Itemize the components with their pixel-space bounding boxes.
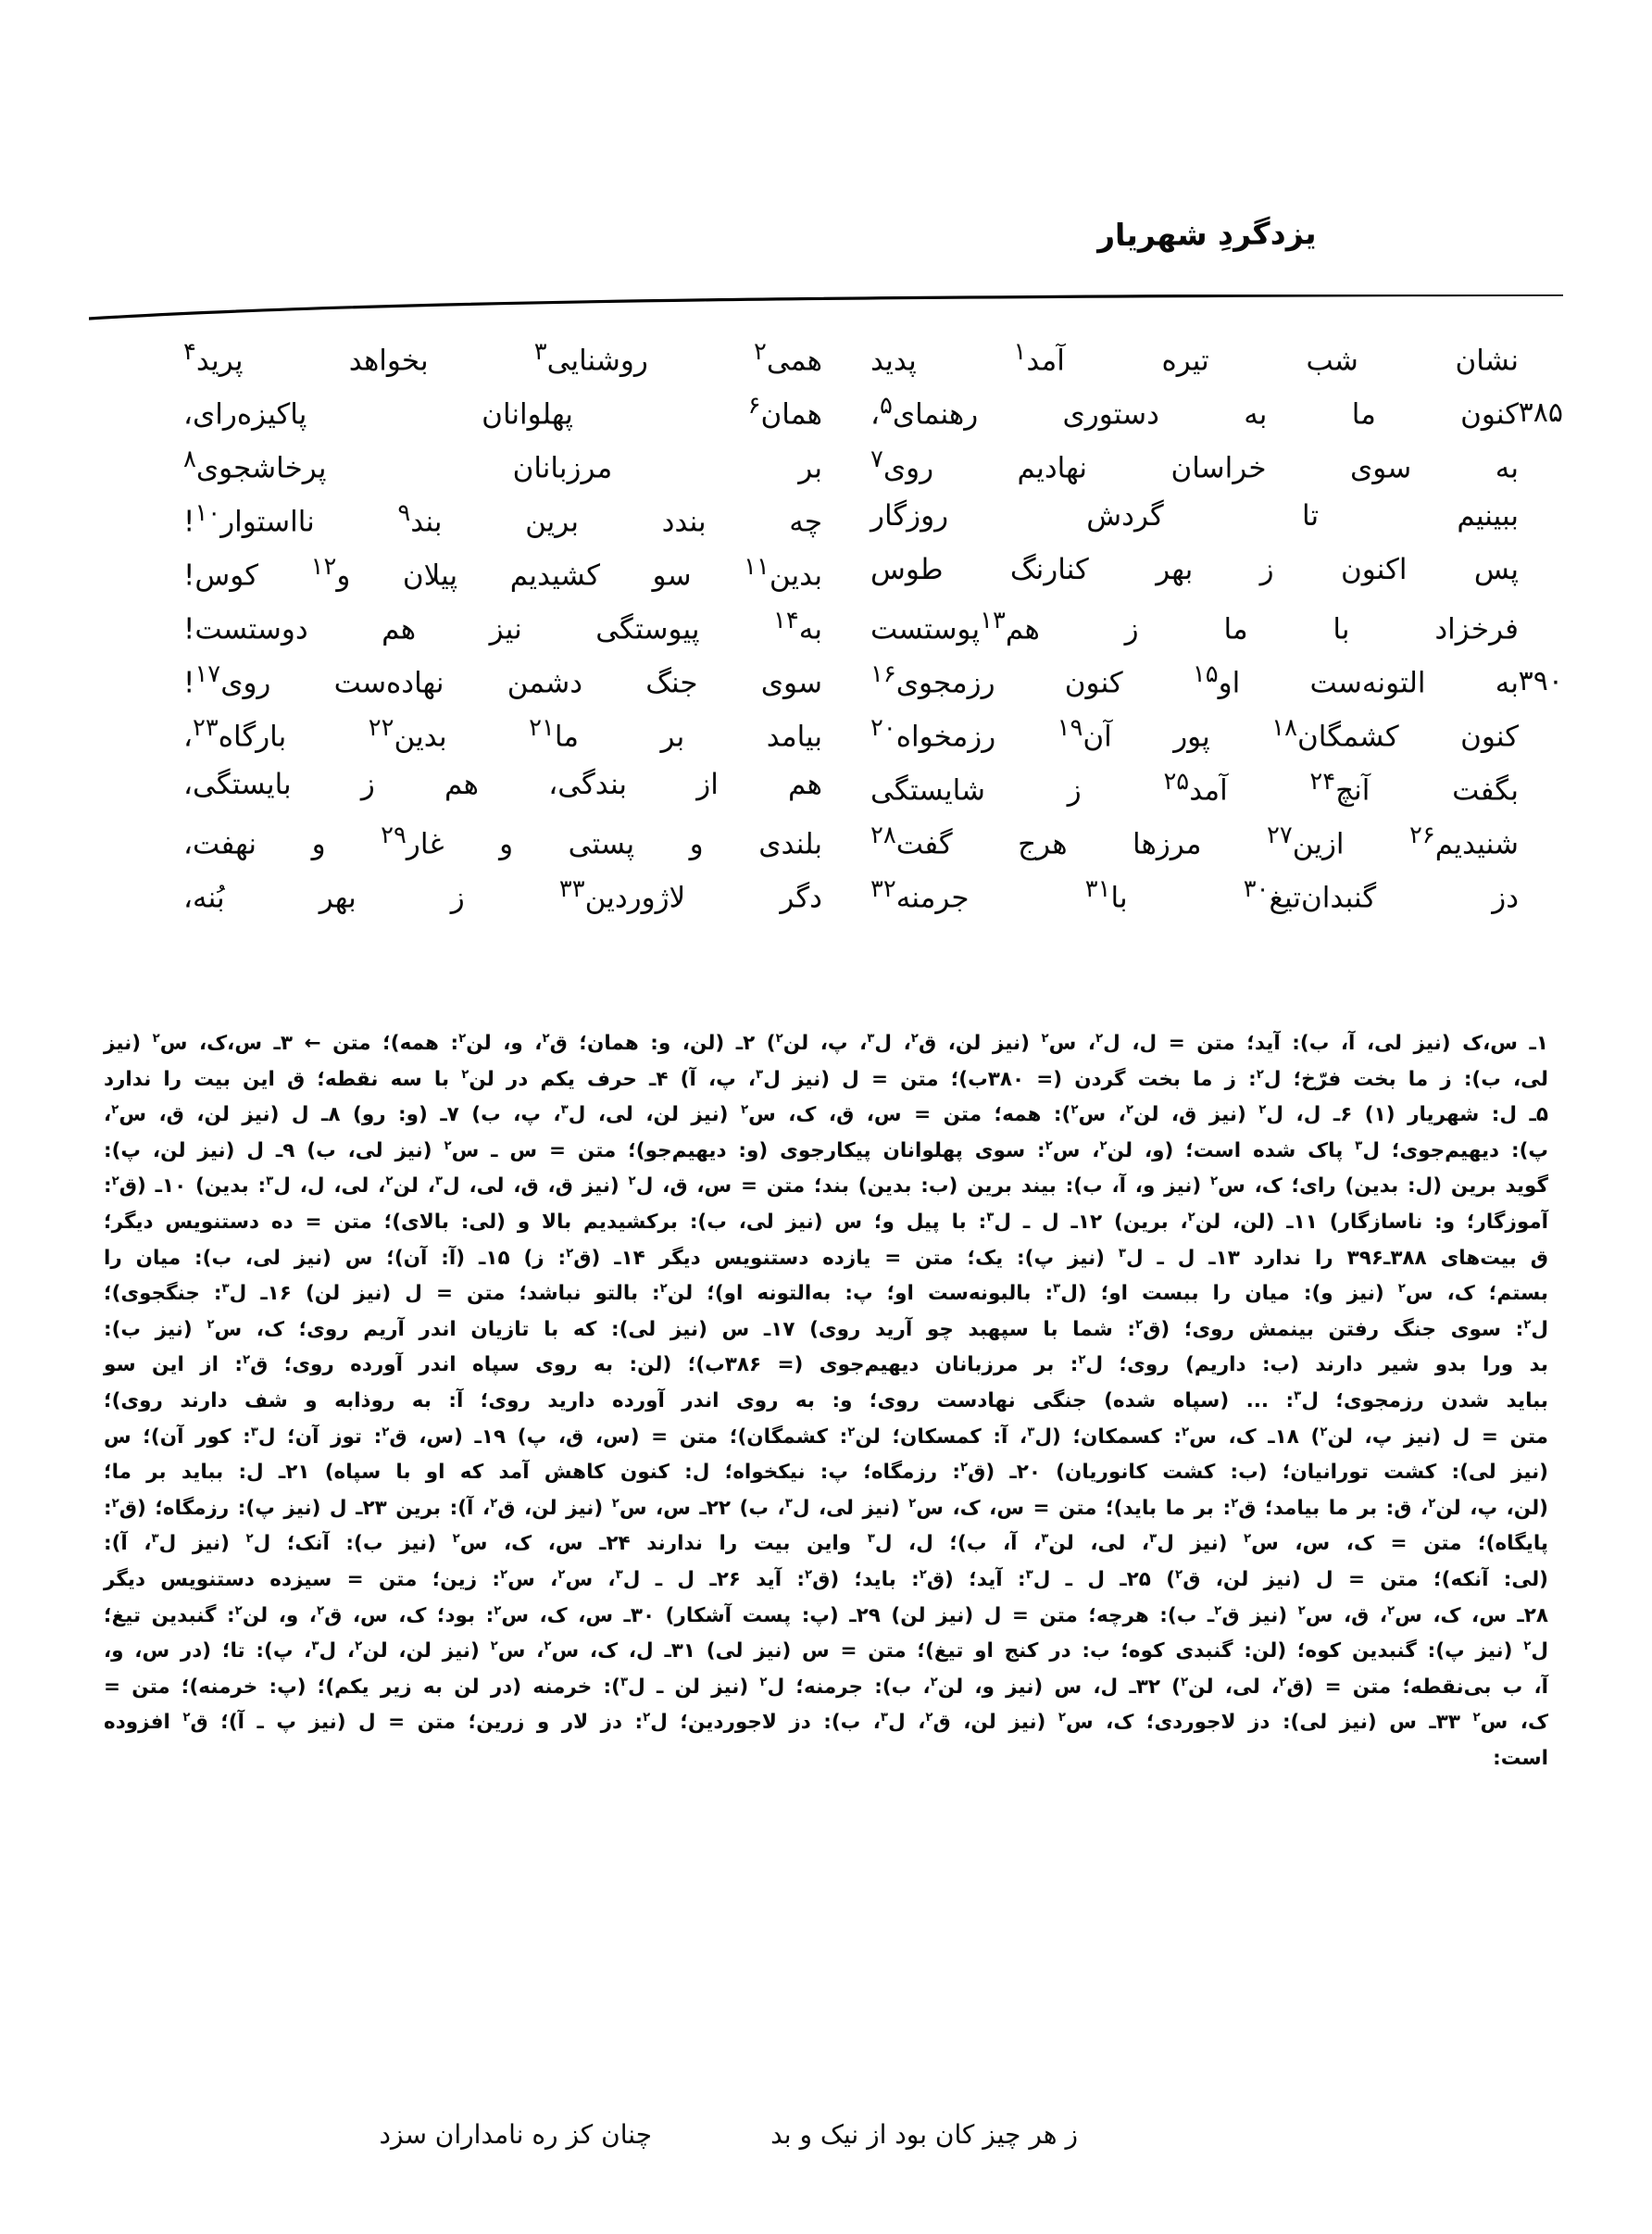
apparatus-line: ک، س$^۲$ ۳۳ـ س (نیز لی): دز لاجوردی؛ ک، س$^۲$ (نیز لن، ق$^۲$، ل$^۳$، ب): دز لاجوردین؛ ل$^۲$: دز لار و زرین؛ متن = ل (نیز پ ـ آ)؛ ق$^۲$ افزوده	[104, 1711, 1548, 1735]
verse-couplet	[89, 824, 1563, 878]
hemistich-left: بیامد بر ما$^{۲۱}$ بدین$^{۲۲}$ بارگاه$^{۲۳}$،	[183, 714, 823, 754]
apparatus-line: ل$^۲$ (نیز پ): گنبدین کوه؛ (لن: گنبدی کوه؛ ب: در کنج او تیغ)؛ متن = س (نیز لی) ۳۱ـ ل، ک، س$^۲$، س$^۲$ (نیز لن، لن$^۲$، ل$^۳$، پ): تا؛ (در س، و،	[104, 1638, 1549, 1663]
apparatus-line: ۲۸ـ س، ک، س$^۲$، ق، س$^۲$ (نیز ق$^۲$ـ ب): هرچه؛ متن = ل (نیز لن) ۲۹ـ (پ: پست آشکار) ۳۰ـ س، ک، س$^۲$: بود؛ ک، س، ق$^۲$، و، لن$^۲$: گنبدین تیغ؛	[104, 1603, 1548, 1627]
verse-couplet	[89, 660, 1563, 717]
hemistich-left: هم از بندگی، هم ز بایستگی،	[183, 768, 822, 801]
page-header	[89, 215, 1563, 317]
apparatus-line: بد ورا بدو شیر دارند (ب: داریم) روی؛ ل$^۲$: بر مرزبانان دیهیم‌جوی (= ۳۸۶ب)؛ (لن: به روی سپاه اندر آورده روی؛ ق$^۲$: از این سو	[104, 1353, 1548, 1377]
verse-line-number: ۳۹۰	[1518, 665, 1563, 697]
apparatus-line: متن = ل (نیز پ، لن$^۲$) ۱۸ـ ک، س$^۲$: کسمکان؛ (ل$^۳$، آ: کمسکان؛ لن$^۲$: کشمگان)؛ متن = (س، ق، پ) ۱۹ـ (س، ق$^۲$: توز آن؛ ل$^۳$: کور آن)؛ س	[104, 1424, 1548, 1449]
verse-couplet	[89, 338, 1563, 395]
hemistich-right: دز گنبدان‌تیغ$^{۳۰}$ با$^{۳۱}$ جرمنه$^{۳۲}$	[870, 875, 1520, 915]
hemistich-left: همان$^۶$ پهلوانان پاکیزه‌رای،	[183, 392, 822, 432]
critical-apparatus	[104, 1026, 1548, 1776]
hemistich-left: بدین$^{۱۱}$ سو کشیدیم پیلان و$^{۱۲}$ کوس!	[183, 553, 822, 593]
verse-couplet	[89, 448, 1563, 502]
hemistich-right: به سوی خراسان نهادیم روی$^۷$	[870, 446, 1519, 485]
apparatus-line: گوید برین (ل: بدین) رای؛ ک، س$^۲$ (نیز و، آ، ب): بیند برین (ب: بدین) بند؛ متن = س، ق، ل$^۲$ (نیز ق، ق، لی، ل$^۳$، لن$^۲$، لی، ل، ل$^۳$: بدین) ۱۰ـ (ق$^۲$:	[104, 1174, 1548, 1199]
apparatus-line: (نیز لی): کشت تورانیان؛ (ب: کشت کانوریان) ۲۰ـ (ق$^۲$: رزمگاه؛ پ: نیکخواه؛ ل: کنون کاهش آمد که او با سپاه) ۲۱ـ ل: بباید بر ما؛	[104, 1460, 1548, 1485]
hemistich-right: بگفت آنچ$^{۲۴}$ آمد$^{۲۵}$ ز شایستگی	[870, 768, 1519, 808]
apparatus-line: ل$^۲$: سوی جنگ رفتن بینمش روی؛ (ق$^۲$: شما با سپهبد چو آرید روی) ۱۷ـ س (نیز لی): که با تازیان اندر آریم روی؛ ک، س$^۲$ (نیز ب):	[104, 1317, 1548, 1341]
hemistich-right: به التونه‌ست او$^{۱۵}$ کنون رزمجوی$^{۱۶}$	[870, 660, 1519, 700]
verse-couplet	[89, 553, 1563, 609]
apparatus-line: ۵ـ ل: شهریار (۱) ۶ـ ل، ل$^۲$ (نیز ق، لن$^۲$، س$^۲$): همه؛ متن = س، ق، ک، س$^۲$ (نیز لن، لی، ل$^۳$، پ، ب) ۷ـ (و: رو) ۸ـ ل (نیز لن، ق، س$^۲$،	[104, 1103, 1548, 1127]
apparatus-line: (لی: آنکه)؛ متن = ل (نیز لن، ق$^۲$) ۲۵ـ ل ـ ل$^۳$: آید؛ (ق$^۲$: باید؛ (ق$^۲$: آید ۲۶ـ ل ـ ل$^۳$، س$^۲$، س$^۲$: زین؛ متن = سیزده دستنویس دیگر	[104, 1567, 1548, 1591]
apparatus-line: بستم؛ ک، س$^۲$ (نیز و): میان را ببست او؛ (ل$^۳$: بالبونه‌ست او؛ پ: به‌التونه او)؛ لن$^۲$: بالتو نباشد؛ متن = ل (نیز لن) ۱۶ـ ل$^۳$: جنگجوی)؛	[104, 1282, 1548, 1306]
verse-couplet	[89, 875, 1563, 932]
running-title: یزدگردِ شهریار	[1097, 215, 1318, 254]
verse-line-number: ۳۸۵	[1518, 396, 1563, 429]
apparatus-line: (لن، پ، لن$^۲$، ق: بر ما بیامد؛ ق$^۲$: بر ما باید)؛ متن = س، ک، س$^۲$ (نیز لی، ل$^۳$، ب) ۲۲ـ س، س$^۲$ (نیز لن، ق$^۲$، آ): برین ۲۳ـ ل (نیز پ): رزمگاه؛ (ق$^۲$:	[104, 1496, 1548, 1520]
hemistich-right: شنیدیم$^{۲۶}$ ازین$^{۲۷}$ مرزها هرج گفت$^{۲۸}$	[870, 822, 1519, 861]
apparatus-line-last: است:	[1493, 1746, 1548, 1770]
quoted-hemistich-left: چنان کز ره نامداران سزد	[379, 2119, 652, 2150]
hemistich-left: بر مرزبانان پرخاشجوی$^۸$	[183, 446, 822, 485]
apparatus-line: آ، ب بی‌نقطه؛ متن = (ق$^۲$، لی، لن$^۲$) ۳۲ـ ل، س (نیز و، لن$^۲$، ب): جرمنه؛ ل$^۲$ (نیز لن ـ ل$^۳$): خرمنه (در لن به زیر یکم)؛ (پ: خرمنه)؛ متن =	[104, 1675, 1548, 1699]
hemistich-right: فرخزاد با ما ز هم$^{۱۳}$پوستست	[870, 607, 1519, 646]
apparatus-line: ۱ـ س،ک (نیز لی، آ، ب): آید؛ متن = ل، ل$^۲$، س$^۲$ (نیز لن، ق$^۲$، ل$^۳$، پ، لن$^۲$) ۲ـ (لن، و: همان؛ ق$^۲$، و، لن$^۲$: همه)؛ متن ← ۳ـ س،ک، س$^۲$ (نیز	[104, 1031, 1549, 1055]
header-rule	[89, 295, 1563, 322]
apparatus-line: لی، ب): ز ما بخت فرّخ؛ ل$^۲$: ز ما بخت گردن (= ۳۸۰ب)؛ متن = ل (نیز ل$^۳$، پ، آ) ۴ـ حرف یکم در لن$^۲$ با سه نقطه؛ ق این بیت را ندارد	[104, 1067, 1548, 1091]
hemistich-right: کنون ما به دستوری رهنمای$^۵$،	[870, 392, 1519, 432]
hemistich-left: همی$^۲$ روشنایی$^۳$ بخواهد پرید$^۴$	[183, 338, 822, 378]
verse-couplet	[89, 392, 1563, 448]
verse-couplet	[89, 768, 1563, 824]
hemistich-left: چه بندد برین بند$^۹$ نااستوار$^{۱۰}$!	[183, 499, 822, 539]
hemistich-left: دگر لاژوردین$^{۳۳}$ ز بهر بُنه،	[183, 875, 822, 915]
verse-couplet	[89, 714, 1563, 771]
quoted-couplet	[0, 2119, 1652, 2184]
hemistich-right: ببینیم تا گردش روزگار	[870, 499, 1519, 533]
apparatus-line: آموزگار؛ و: ناسازگار) ۱۱ـ (لن، لن$^۲$، برین) ۱۲ـ ل ـ ل$^۳$: با پیل و؛ س (نیز لی، ب): برکشیدیم بالا و (لی: بالای)؛ متن = ده دستنویس دیگر؛	[104, 1210, 1549, 1234]
quoted-hemistich-right: ز هر چیز کان بود از نیک و بد	[770, 2119, 1078, 2150]
hemistich-left: بلندی و پستی و غار$^{۲۹}$ و نهفت،	[183, 822, 822, 861]
apparatus-line: پ): دیهیم‌جوی؛ ل$^۳$ پاک شده است؛ (و، لن$^۲$، س$^۲$: سوی پهلوانان پیکارجوی (و: دیهیم‌جو)؛ متن = س ـ س$^۲$ (نیز لی، ب) ۹ـ ل (نیز لن، پ):	[104, 1138, 1548, 1162]
apparatus-line: ق بیت‌های ۳۸۸ـ۳۹۶ را ندارد ۱۳ـ ل ـ ل$^۳$ (نیز پ): یک؛ متن = یازده دستنویس دیگر ۱۴ـ (ق$^۲$: ز) ۱۵ـ (آ: آن)؛ س (نیز لی، ب): میان را	[104, 1246, 1548, 1270]
apparatus-line: بباید شدن رزمجوی؛ ل$^۳$: ... (سپاه شده) جنگی نهادست روی؛ و: به روی اندر آورده دارید روی؛ آ: به روذابه و شف دارند روی)؛	[104, 1388, 1549, 1412]
verse-block	[89, 338, 1563, 989]
apparatus-line: پایگاه)؛ متن = ک، س، س$^۲$ (نیز ل$^۳$، لی، لن$^۳$، آ، ب)؛ ل، ل$^۳$ واین بیت را ندارند ۲۴ـ س، ک، س$^۲$ (نیز ب): آنک؛ ل$^۲$ (نیز ل$^۳$، آ):	[104, 1532, 1548, 1556]
hemistich-right: نشان شب تیره آمد$^۱$ پدید	[870, 338, 1519, 378]
hemistich-right: پس اکنون ز بهر کنارنگ طوس	[870, 553, 1519, 586]
verse-couplet	[89, 499, 1563, 556]
hemistich-right: کنون کشمگان$^{۱۸}$ پور آن$^{۱۹}$ رزمخواه$^{۲۰}$	[870, 714, 1519, 754]
hemistich-left: سوی جنگ دشمن نهاده‌ست روی$^{۱۷}$!	[183, 660, 822, 700]
verse-couplet	[89, 609, 1563, 663]
hemistich-left: به$^{۱۴}$ پیوستگی نیز هم دوستست!	[183, 607, 822, 646]
